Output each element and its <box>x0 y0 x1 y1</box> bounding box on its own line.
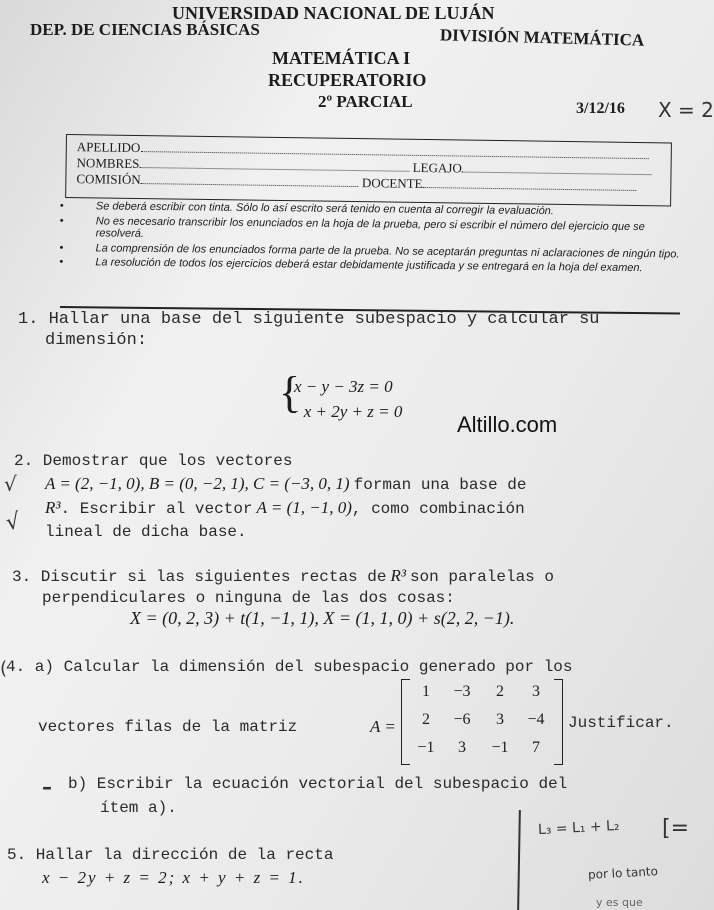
course-title: MATEMÁTICA I <box>272 48 411 68</box>
instructions-list <box>59 200 680 277</box>
legajo-label: LEGAJO <box>412 159 462 176</box>
problem-2-line-4: lineal de dicha base. <box>45 523 247 541</box>
matrix-cell: −4 <box>527 711 545 728</box>
handwritten-note-conclusion: por lo tanto <box>587 864 659 882</box>
matrix-cell: −1 <box>491 739 509 756</box>
instruction-item: • La resolución de todos los ejercicios deberá estar debidamente justificada y se entregará en la hoja del examen. <box>59 255 643 275</box>
handwritten-grade-note: X = 2 <box>658 98 714 122</box>
matrix-cell: −1 <box>417 739 435 756</box>
exam-date: 3/12/16 <box>576 100 625 117</box>
matrix-cell: 3 <box>532 683 540 700</box>
problem-4a-line-2: vectores filas de la matriz <box>38 718 298 736</box>
instruction-item: • No es necesario transcribir los enunciados en la hoja de la prueba, pero si escribir el número del ejercicio que se resolverá. <box>59 214 645 240</box>
matrix-cell: −6 <box>453 711 471 728</box>
names-label: NOMBRES <box>76 155 140 172</box>
problem-1-statement: 1. Hallar una base del siguiente subespacio y calcular su <box>18 310 600 329</box>
problem-1-equation-2: − x + 2y + z = 0 <box>288 402 403 421</box>
handwritten-dash: – <box>42 775 52 799</box>
matrix-cell: 1 <box>422 683 430 700</box>
exam-type: RECUPERATORIO <box>268 70 427 90</box>
matrix-cell: 2 <box>422 711 430 728</box>
problem-2-line-2: A = (2, −1, 0), B = (0, −2, 1), C = (−3, 0, 1) forman una base de <box>45 474 527 494</box>
problem-4b-line-2: ítem a). <box>100 799 177 817</box>
problem-3-line-2: perpendiculares o ninguna de las dos cosas: <box>42 589 455 607</box>
teacher-label: DOCENTE <box>361 175 423 191</box>
margin-line <box>517 810 520 910</box>
matrix-cell: 7 <box>532 739 540 756</box>
student-info-box <box>65 134 672 206</box>
surname-label: APELLIDO <box>76 139 141 156</box>
problem-2-statement: 2. Demostrar que los vectores <box>14 452 293 470</box>
problem-5-line-1: 5. Hallar la dirección de la recta <box>7 846 334 864</box>
matrix-cell: 3 <box>458 739 466 756</box>
instruction-item: • La comprensión de los enunciados forma parte de la prueba. No se aceptarán preguntas ni aclaraciones de ningún tipo. <box>59 241 680 260</box>
justify-text: Justificar. <box>568 714 674 732</box>
matrix-cell: 2 <box>496 683 504 700</box>
handwritten-note-row-op: L₃ = L₁ + L₂ <box>537 817 620 839</box>
matrix-cell: 3 <box>496 711 504 728</box>
department-name: DEP. DE CIENCIAS BÁSICAS <box>30 20 260 39</box>
matrix-cell: −3 <box>453 683 471 700</box>
problem-5-equations: x − 2y + z = 2; x + y + z = 1. <box>42 868 305 887</box>
problem-4a-line-1: 4. a) Calcular la dimensión del subespacio generado por los <box>6 658 573 676</box>
matrix-A <box>401 679 563 765</box>
problem-2-line-3: R³. Escribir al vector A = (1, −1, 0), como combinación <box>45 498 525 518</box>
system-brace: { <box>279 368 301 417</box>
problem-3-line-1: 3. Discutir si las siguientes rectas de R³ son paralelas o <box>12 566 554 586</box>
handwritten-bracket: [= <box>662 816 690 841</box>
handwritten-paren: ( <box>0 658 8 679</box>
watermark-text: Altillo.com <box>457 412 558 437</box>
matrix-label: A = <box>370 717 396 736</box>
problem-4b-line-1: b) Escribir la ecuación vectorial del subespacio del <box>68 775 568 793</box>
commission-label: COMISIÓN <box>76 171 141 188</box>
division-name: DIVISIÓN MATEMÁTICA <box>439 25 645 50</box>
instruction-item: • Se deberá escribir con tinta. Sólo lo así escrito será tenido en cuenta al corregir la evaluación. <box>59 200 554 218</box>
problem-1-equation-1: x − y − 3z = 0 <box>294 377 393 396</box>
check-mark-2: √ <box>3 508 23 537</box>
problem-3-lines-equations: X = (0, 2, 3) + t(1, −1, 1), X = (1, 1, 0) + s(2, 2, −1). <box>130 608 515 628</box>
check-mark-1: √ <box>4 472 17 496</box>
partial-number: 2º PARCIAL <box>318 92 413 111</box>
problem-1-statement-cont: dimensión: <box>45 331 148 350</box>
university-name: UNIVERSIDAD NACIONAL DE LUJÁN <box>172 3 495 23</box>
handwritten-note-tail: y es que <box>596 896 643 909</box>
